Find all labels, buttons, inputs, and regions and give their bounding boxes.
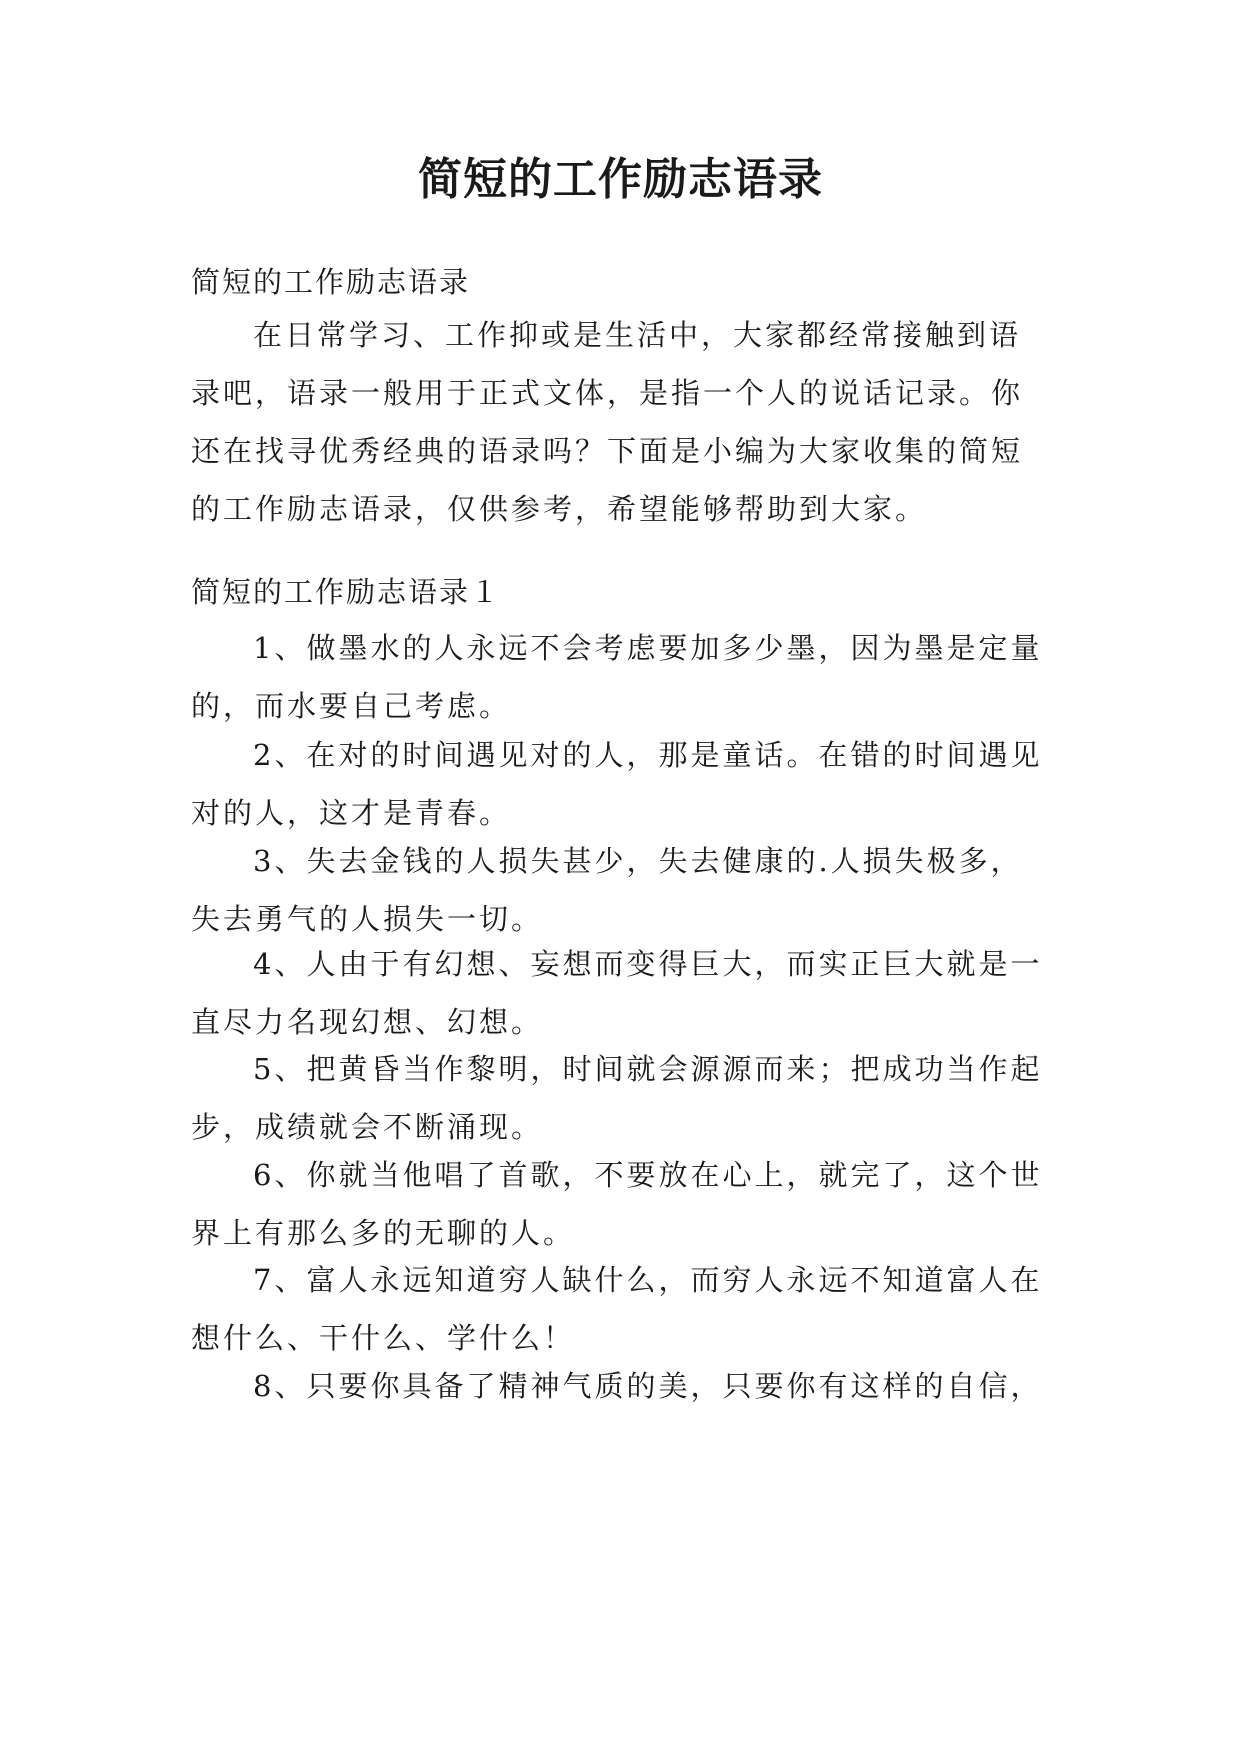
quote-item-8: 8、只要你具备了精神气质的美，只要你有这样的自信， xyxy=(253,1369,1043,1403)
quote-item-7: 7、富人永远知道穷人缺什么，而穷人永远不知道富人在想什么、干什么、学什么！ xyxy=(191,1263,1043,1355)
quote-item-3: 3、失去金钱的人损失甚少，失去健康的.人损失极多，失去勇气的人损失一切。 xyxy=(191,844,1023,936)
quote-item-6: 6、你就当他唱了首歌，不要放在心上，就完了，这个世界上有那么多的无聊的人。 xyxy=(191,1158,1043,1250)
quote-item-2: 2、在对的时间遇见对的人，那是童话。在错的时间遇见对的人，这才是青春。 xyxy=(191,738,1043,830)
quote-item-4: 4、人由于有幻想、妄想而变得巨大，而实正巨大就是一直尽力名现幻想、幻想。 xyxy=(191,947,1043,1039)
document-subtitle: 简短的工作励志语录 xyxy=(191,265,471,299)
quote-item-5: 5、把黄昏当作黎明，时间就会源源而来；把成功当作起步，成绩就会不断涌现。 xyxy=(191,1052,1043,1144)
intro-paragraph: 在日常学习、工作抑或是生活中，大家都经常接触到语录吧，语录一般用于正式文体，是指一个人的说话记录。你还在找寻优秀经典的语录吗？下面是小编为大家收集的简短的工作励志语录，仅供参考，希望能够帮助到大家。 xyxy=(191,318,1024,526)
document-title: 简短的工作励志语录 xyxy=(418,154,823,205)
quote-item-1: 1、做墨水的人永远不会考虑要加多少墨，因为墨是定量的，而水要自己考虑。 xyxy=(191,631,1043,723)
section-heading: 简短的工作励志语录１ xyxy=(191,575,502,609)
